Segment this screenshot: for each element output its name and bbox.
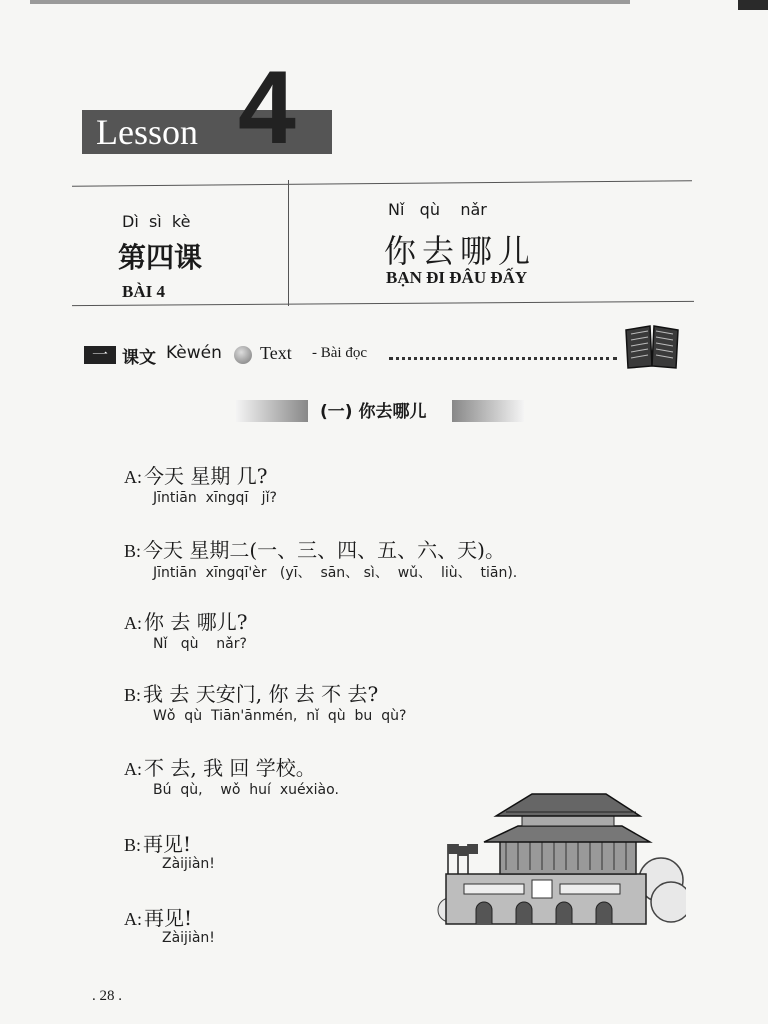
dialogue-hanzi: 今天 星期 几?	[144, 464, 268, 488]
speaker-label: A:	[124, 613, 142, 633]
dialogue-pinyin-6: Zàijiàn!	[162, 856, 215, 872]
lesson-banner: Lesson	[82, 110, 332, 154]
dialogue-hanzi: 我 去 天安门, 你 去 不 去?	[143, 682, 379, 706]
dialogue-line-3	[124, 606, 247, 635]
speaker-label: B:	[124, 835, 142, 855]
dialogue-pinyin-5: Bú qù, wǒ huí xuéxiào.	[153, 782, 339, 798]
dialogue-pinyin-1: Jīntiān xīngqī jǐ?	[153, 490, 277, 506]
section-number: 一	[84, 346, 116, 364]
dialogue-line-7	[124, 902, 192, 931]
title-box-bottom-line	[72, 301, 694, 306]
top-edge-bar	[30, 0, 630, 4]
tiananmen-illustration	[436, 790, 686, 930]
lesson-number: 4	[238, 50, 296, 166]
section-title-cn: 课文	[122, 348, 156, 368]
dialogue-hanzi: 再见!	[144, 906, 193, 930]
dialogue-hanzi: 不 去, 我 回 学校。	[144, 756, 316, 780]
speaker-label: A:	[124, 759, 142, 779]
speaker-label: B:	[124, 685, 142, 705]
speaker-label: A:	[124, 467, 142, 487]
section-title-en: Text	[260, 343, 292, 363]
open-book-icon	[624, 322, 680, 370]
page-number: . 28 .	[92, 988, 122, 1004]
dialogue-hanzi: 今天 星期二(一、三、四、五、六、天)。	[143, 538, 505, 562]
dialogue-pinyin-4: Wǒ qù Tiān'ānmén, nǐ qù bu qù?	[153, 708, 407, 724]
speaker-label: B:	[124, 541, 142, 561]
title-left-hanzi: 第四课	[118, 241, 203, 274]
dialogue-line-6	[124, 828, 191, 857]
section-title-vn: - Bài đọc	[312, 345, 367, 361]
dotted-leader	[389, 357, 617, 360]
speaker-label: A:	[124, 909, 142, 929]
dialogue-line-2	[124, 534, 505, 563]
title-gradient-right	[452, 400, 524, 422]
dialogue-hanzi: 再见!	[143, 832, 192, 856]
subsection-title-text: (一) 你去哪儿	[320, 402, 427, 422]
title-left-vn: BÀI 4	[122, 282, 165, 301]
title-box-divider	[288, 180, 289, 306]
dialogue-pinyin-3: Nǐ qù nǎr?	[153, 636, 247, 652]
dialogue-line-5	[124, 752, 316, 781]
title-left-pinyin: Dì sì kè	[122, 212, 191, 231]
section-title-pinyin: Kèwén	[166, 343, 222, 363]
dialogue-line-1	[124, 460, 267, 489]
title-gradient-left	[236, 400, 308, 422]
title-right-pinyin: Nǐ qù nǎr	[388, 200, 487, 219]
dialogue-hanzi: 你 去 哪儿?	[144, 610, 248, 634]
subsection-title	[236, 396, 526, 426]
dialogue-pinyin-2: Jīntiān xīngqī'èr (yī、 sān、 sì、 wǔ、 liù、 tiān).	[153, 565, 518, 581]
bullet-icon	[234, 346, 252, 364]
title-right-hanzi: 你去哪儿	[384, 232, 537, 270]
title-right-vn: BẠN ĐI ĐÂU ĐẤY	[386, 268, 528, 287]
corner-mark	[738, 0, 768, 10]
title-box-top-line	[72, 180, 692, 186]
dialogue-pinyin-7: Zàijiàn!	[162, 930, 215, 946]
dialogue-line-4	[124, 678, 378, 707]
section-heading	[84, 340, 684, 370]
